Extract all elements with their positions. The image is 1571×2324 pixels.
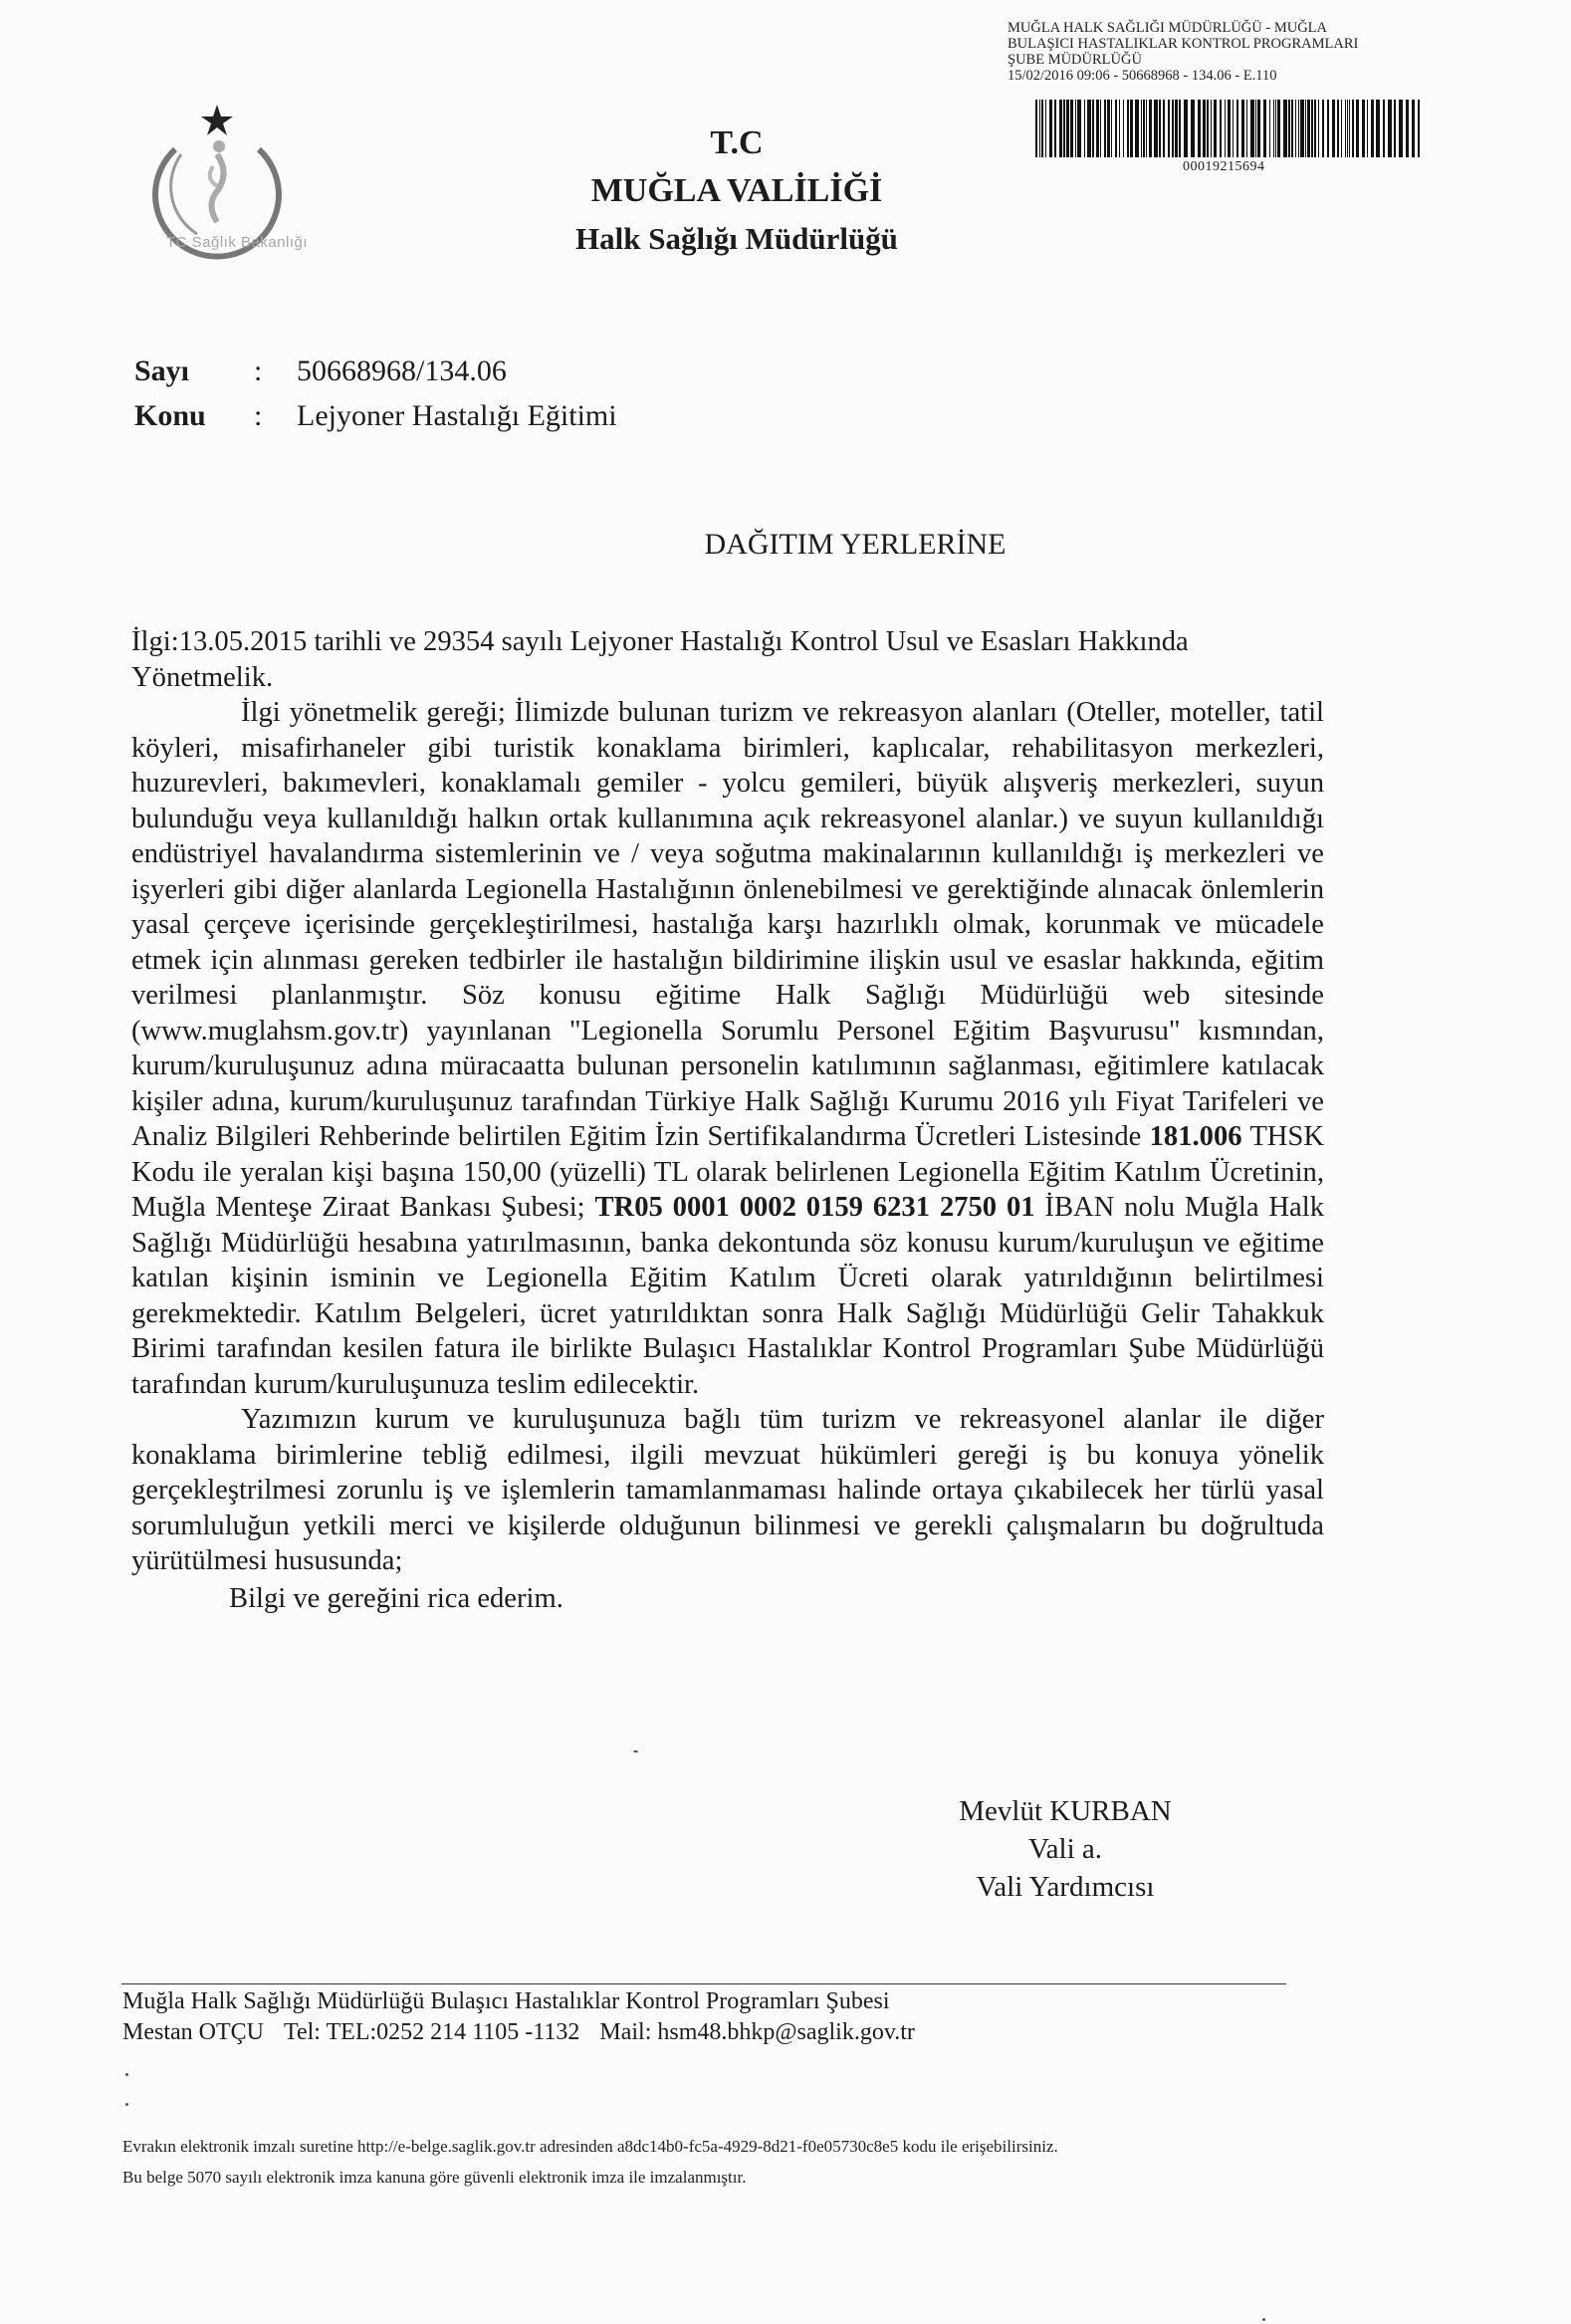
barcode-bar (1255, 100, 1256, 157)
barcode-bar (1063, 100, 1065, 157)
barcode-bar (1412, 100, 1415, 157)
barcode-bar (1035, 100, 1037, 157)
barcode-bar (1246, 100, 1247, 157)
stamp-line: BULAŞICI HASTALIKLAR KONTROL PROGRAMLARI (1008, 36, 1359, 52)
barcode-bar (1250, 100, 1254, 157)
barcode-bar (1225, 100, 1226, 157)
barcode-bar (1345, 100, 1346, 157)
barcode-bar (1070, 100, 1073, 157)
barcode-bar (1092, 100, 1094, 157)
logo-caption: TC Sağlık Bakanlığı (165, 234, 309, 251)
barcode-bar (1214, 100, 1217, 157)
barcode-bar (1367, 100, 1368, 157)
barcode-bar (1277, 100, 1280, 157)
scan-speck (1262, 2318, 1265, 2321)
barcode-bar (1087, 100, 1091, 157)
barcode-bar (1049, 100, 1052, 157)
barcode-bar (1115, 100, 1117, 157)
barcode-bar (1149, 100, 1152, 157)
barcode-bar (1305, 100, 1306, 157)
barcode-bar (1362, 100, 1365, 157)
thsk-code: 181.006 (1149, 1121, 1242, 1152)
barcode-bar (1172, 100, 1174, 157)
barcode-bar (1356, 100, 1359, 157)
barcode-bar (1191, 100, 1195, 157)
header-governorship: MUĞLA VALİLİĞİ (590, 172, 883, 209)
barcode-bar (1143, 100, 1145, 157)
barcode-bar (1127, 100, 1129, 157)
barcode-bar (1399, 100, 1403, 157)
e-signature-line-2: Bu belge 5070 sayılı elektronik imza kanuna göre güvenli elektronik imza ile imzalanmıştır. (122, 2168, 747, 2187)
barcode-bar (1203, 100, 1206, 157)
header-directorate: Halk Sağlığı Müdürlüğü (575, 221, 898, 256)
scan-speck (633, 1750, 638, 1752)
barcode-bar (1130, 100, 1133, 157)
barcode-bar (1406, 100, 1409, 157)
meta-colon: : (254, 399, 263, 432)
e-signature-line-1: Evrakın elektronik imzalı suretine http://e-belge.saglik.gov.tr adresinden a8dc14b0-fc5a-4929-8d21-f0e05730c8e5 kodu ile erişebilirsiniz. (122, 2137, 1058, 2156)
closing-line: Bilgi ve gereğini rica ederim. (229, 1582, 563, 1614)
distribution-heading: DAĞITIM YERLERİNE (704, 528, 1007, 561)
scan-speck (125, 2073, 128, 2076)
barcode-bar (1352, 100, 1354, 157)
letterhead (498, 119, 976, 263)
barcode-bar (1175, 100, 1178, 157)
registry-stamp (1008, 20, 1475, 84)
barcode-bar (1107, 100, 1110, 157)
barcode-bar (1111, 100, 1112, 157)
body-paragraph-1 (131, 695, 1324, 1402)
footer-unit: Muğla Halk Sağlığı Müdürlüğü Bulaşıcı Hastalıklar Kontrol Programları Şubesi (122, 1988, 890, 2014)
meta-number-value: 50668968/134.06 (297, 354, 507, 387)
barcode-bar (1307, 100, 1310, 157)
signatory-on-behalf: Vali a. (1027, 1833, 1103, 1865)
barcode-bar (1100, 100, 1101, 157)
barcode-bar (1388, 100, 1392, 157)
barcode-bar (1341, 100, 1342, 157)
barcode-bar (1349, 100, 1350, 157)
barcode-bar (1228, 100, 1231, 157)
footer-contact-line (122, 2017, 915, 2048)
iban-number: TR05 0001 0002 0159 6231 2750 01 (594, 1192, 1035, 1223)
barcode-bar (1154, 100, 1158, 157)
barcode-bar (1179, 100, 1181, 157)
e-signature-note (122, 2131, 1058, 2193)
stamp-line: MUĞLA HALK SAĞLIĞI MÜDÜRLÜĞÜ - MUĞLA (1008, 20, 1327, 36)
meta-number-label: Sayı (134, 354, 190, 387)
stamp-line: 15/02/2016 09:06 - 50668968 - 134.06 - E.110 (1008, 68, 1277, 84)
barcode-bar (1376, 100, 1380, 157)
barcode-bar (1075, 100, 1076, 157)
barcode-bar (1288, 100, 1290, 157)
barcode-bar (1318, 100, 1319, 157)
barcode-bar (1300, 100, 1304, 157)
barcode-bar (1123, 100, 1124, 157)
header-tc: T.C (710, 124, 764, 161)
letter-body (131, 624, 1324, 1616)
barcode-bar (1314, 100, 1316, 157)
barcode-bar (1045, 100, 1046, 157)
barcode-bar (1311, 100, 1313, 157)
barcode-bar (1039, 100, 1040, 157)
barcode-bar (1394, 100, 1396, 157)
barcode-bar (1168, 100, 1170, 157)
contact-name: Mestan OTÇU (122, 2019, 264, 2045)
contact-phone: Tel: TEL:0252 214 1105 -1132 (283, 2019, 580, 2045)
stamp-line: ŞUBE MÜDÜRLÜĞÜ (1008, 52, 1142, 68)
reference-line: İlgi:13.05.2015 tarihli ve 29354 sayılı Lejyoner Hastalığı Kontrol Usul ve Esasları Hakkında (131, 626, 1189, 657)
barcode-bar (1207, 100, 1209, 157)
body-text-span: THSK Kodu ile yeralan kişi başına 150,00 (yüzelli) TL olarak belirlenen Legionella Eğitim Katılım Ücretinin, Muğla Menteşe Ziraat Bankası Şubesi; (131, 1121, 1324, 1223)
barcode-bar (1163, 100, 1165, 157)
barcode-bar (1220, 100, 1222, 157)
barcode-bar (1347, 100, 1348, 157)
meta-colon: : (254, 354, 263, 387)
barcode-bar (1298, 100, 1299, 157)
barcode-bar (1159, 100, 1161, 157)
barcode-bar (1059, 100, 1062, 157)
barcode-bar (1236, 100, 1238, 157)
barcode-bar (1184, 100, 1188, 157)
scan-speck (125, 2103, 128, 2106)
barcode-bar (1146, 100, 1147, 157)
barcode-bar (1135, 100, 1139, 157)
signatory-name: Mevlüt KURBAN (959, 1795, 1172, 1827)
footer-contact (122, 1986, 915, 2048)
barcode-bar (1233, 100, 1234, 157)
barcode-bar (1322, 100, 1324, 157)
barcode-bar (1104, 100, 1106, 157)
barcode-bar (1291, 100, 1293, 157)
barcode-bar (1263, 100, 1266, 157)
barcode-bar (1141, 100, 1142, 157)
barcode-bar (1327, 100, 1329, 157)
barcode-bar (1418, 100, 1420, 157)
barcode-bar (1295, 100, 1296, 157)
barcode-bar (1257, 100, 1260, 157)
contact-email: Mail: hsm48.bhkp@saglik.gov.tr (599, 2019, 915, 2045)
body-paragraph-2: Yazımızın kurum ve kuruluşunuza bağlı tüm turizm ve rekreasyonel alanlar ile diğer konaklama birimlerine tebliğ edilmesi, ilgili mevzuat hükümleri gereği iş bu konuya yönelik gerçekleştrilmesi zorunlu iş ve işlemlerin tamamlanmaması halinde ortaya çıkabilecek her türlü yasal sorumluluğun yetkili merci ve kişilerde olduğunun bilinmesi ve gerekli çalışmaların bu doğrultuda yürütülmesi hususunda; (131, 1404, 1324, 1576)
meta-subject-label: Konu (134, 399, 206, 432)
reference-line-cont: Yönetmelik. (131, 661, 274, 693)
barcode-bar (1211, 100, 1212, 157)
barcode-bar (1066, 100, 1069, 157)
barcode-bar (1273, 100, 1274, 157)
barcode-bar (1337, 100, 1339, 157)
body-text-span: İlgi yönetmelik gereği; İlimizde bulunan turizm ve rekreasyon alanları (Oteller, moteller, tatil köyleri, misafirhaneler gibi turistik konaklama birimleri, kaplıcalar, rehabilitasyon merkezleri, huzurevleri, bakımevleri, konaklamalı gemiler - yolcu gemileri, büyük alışveriş merkezleri, suyun bulunduğu veya kullanıldığı halkın ortak kullanımına açık rekreasyonel alanlar.) ve suyun kullanıldığı endüstriyel havalandırma sistemlerinin ve / veya soğutma makinalarının kullanıldığı iş merkezleri ve işyerleri gibi diğer alanlarda Legionella Hastalığının önlenebilmesi ve gerektiğinde alınacak önlemlerin yasal çerçeve içerisinde gerçekleştirilmesi, hastalığa karşı hazırlıklı olmak, korunmak ve mücadele etmek için alınması gereken tedbirler ile hastalığın bildirimine ilişkin usul ve esaslar hakkında, eğitim verilmesi planlanmıştır. Söz konusu eğitime Halk Sağlığı Müdürlüğü web sitesinde (www.muglahsm.gov.tr) yayınlanan "Legionella Sorumlu Personel Eğitim Başvurusu" kısmından, kurum/kuruluşunuz adına müracaatta bulunan personelin katılımının sağlanması, eğitimlere katılacak kişiler adına, kurum/kuruluşunuz tarafından Türkiye Halk Sağlığı Kurumu 2016 yılı Fiyat Tarifeleri ve Analiz Bilgileri Rehberinde belirtilen Eğitim İzin Sertifikalandırma Ücretleri Listesinde (131, 697, 1324, 1152)
body-text-span: İBAN nolu Muğla Halk Sağlığı Müdürlüğü hesabına yatırılmasının, banka dekontunda söz konusu kurum/kuruluşun ve eğitime katılan kişinin isminin ve Legionella Eğitim Katılım Ücreti olarak yatırıldığının belirtilmesi gerekmektedir. Katılım Belgeleri, ücret yatırıldıktan sonra Halk Sağlığı Müdürlüğü Gelir Tahakkuk Birimi tarafından kesilen fatura ile birlikte Bulaşıcı Hastalıklar Kontrol Programları Şube Müdürlüğü tarafından kurum/kuruluşunuza teslim edilecektir. (131, 1192, 1324, 1400)
barcode-icon (1035, 100, 1422, 157)
meta-subject-value: Lejyoner Hastalığı Eğitimi (297, 399, 617, 432)
barcode-bar (1269, 100, 1270, 157)
footer-divider (121, 1983, 1286, 1984)
barcode-bar (1371, 100, 1374, 157)
signatory-title: Vali Yardımcısı (976, 1871, 1155, 1903)
barcode-bar (1041, 100, 1043, 157)
barcode-bar (1084, 100, 1085, 157)
barcode-bar (1275, 100, 1276, 157)
barcode-bar (1077, 100, 1081, 157)
signature-block (901, 1792, 1230, 1906)
barcode-number: 00019215694 (1183, 159, 1265, 174)
barcode-bar (1283, 100, 1287, 157)
barcode-bar (1332, 100, 1335, 157)
barcode-bar (1383, 100, 1385, 157)
barcode-bar (1096, 100, 1099, 157)
barcode-bar (1119, 100, 1120, 157)
barcode-bar (1241, 100, 1244, 157)
barcode-bar (1054, 100, 1056, 157)
barcode-bar (1198, 100, 1201, 157)
